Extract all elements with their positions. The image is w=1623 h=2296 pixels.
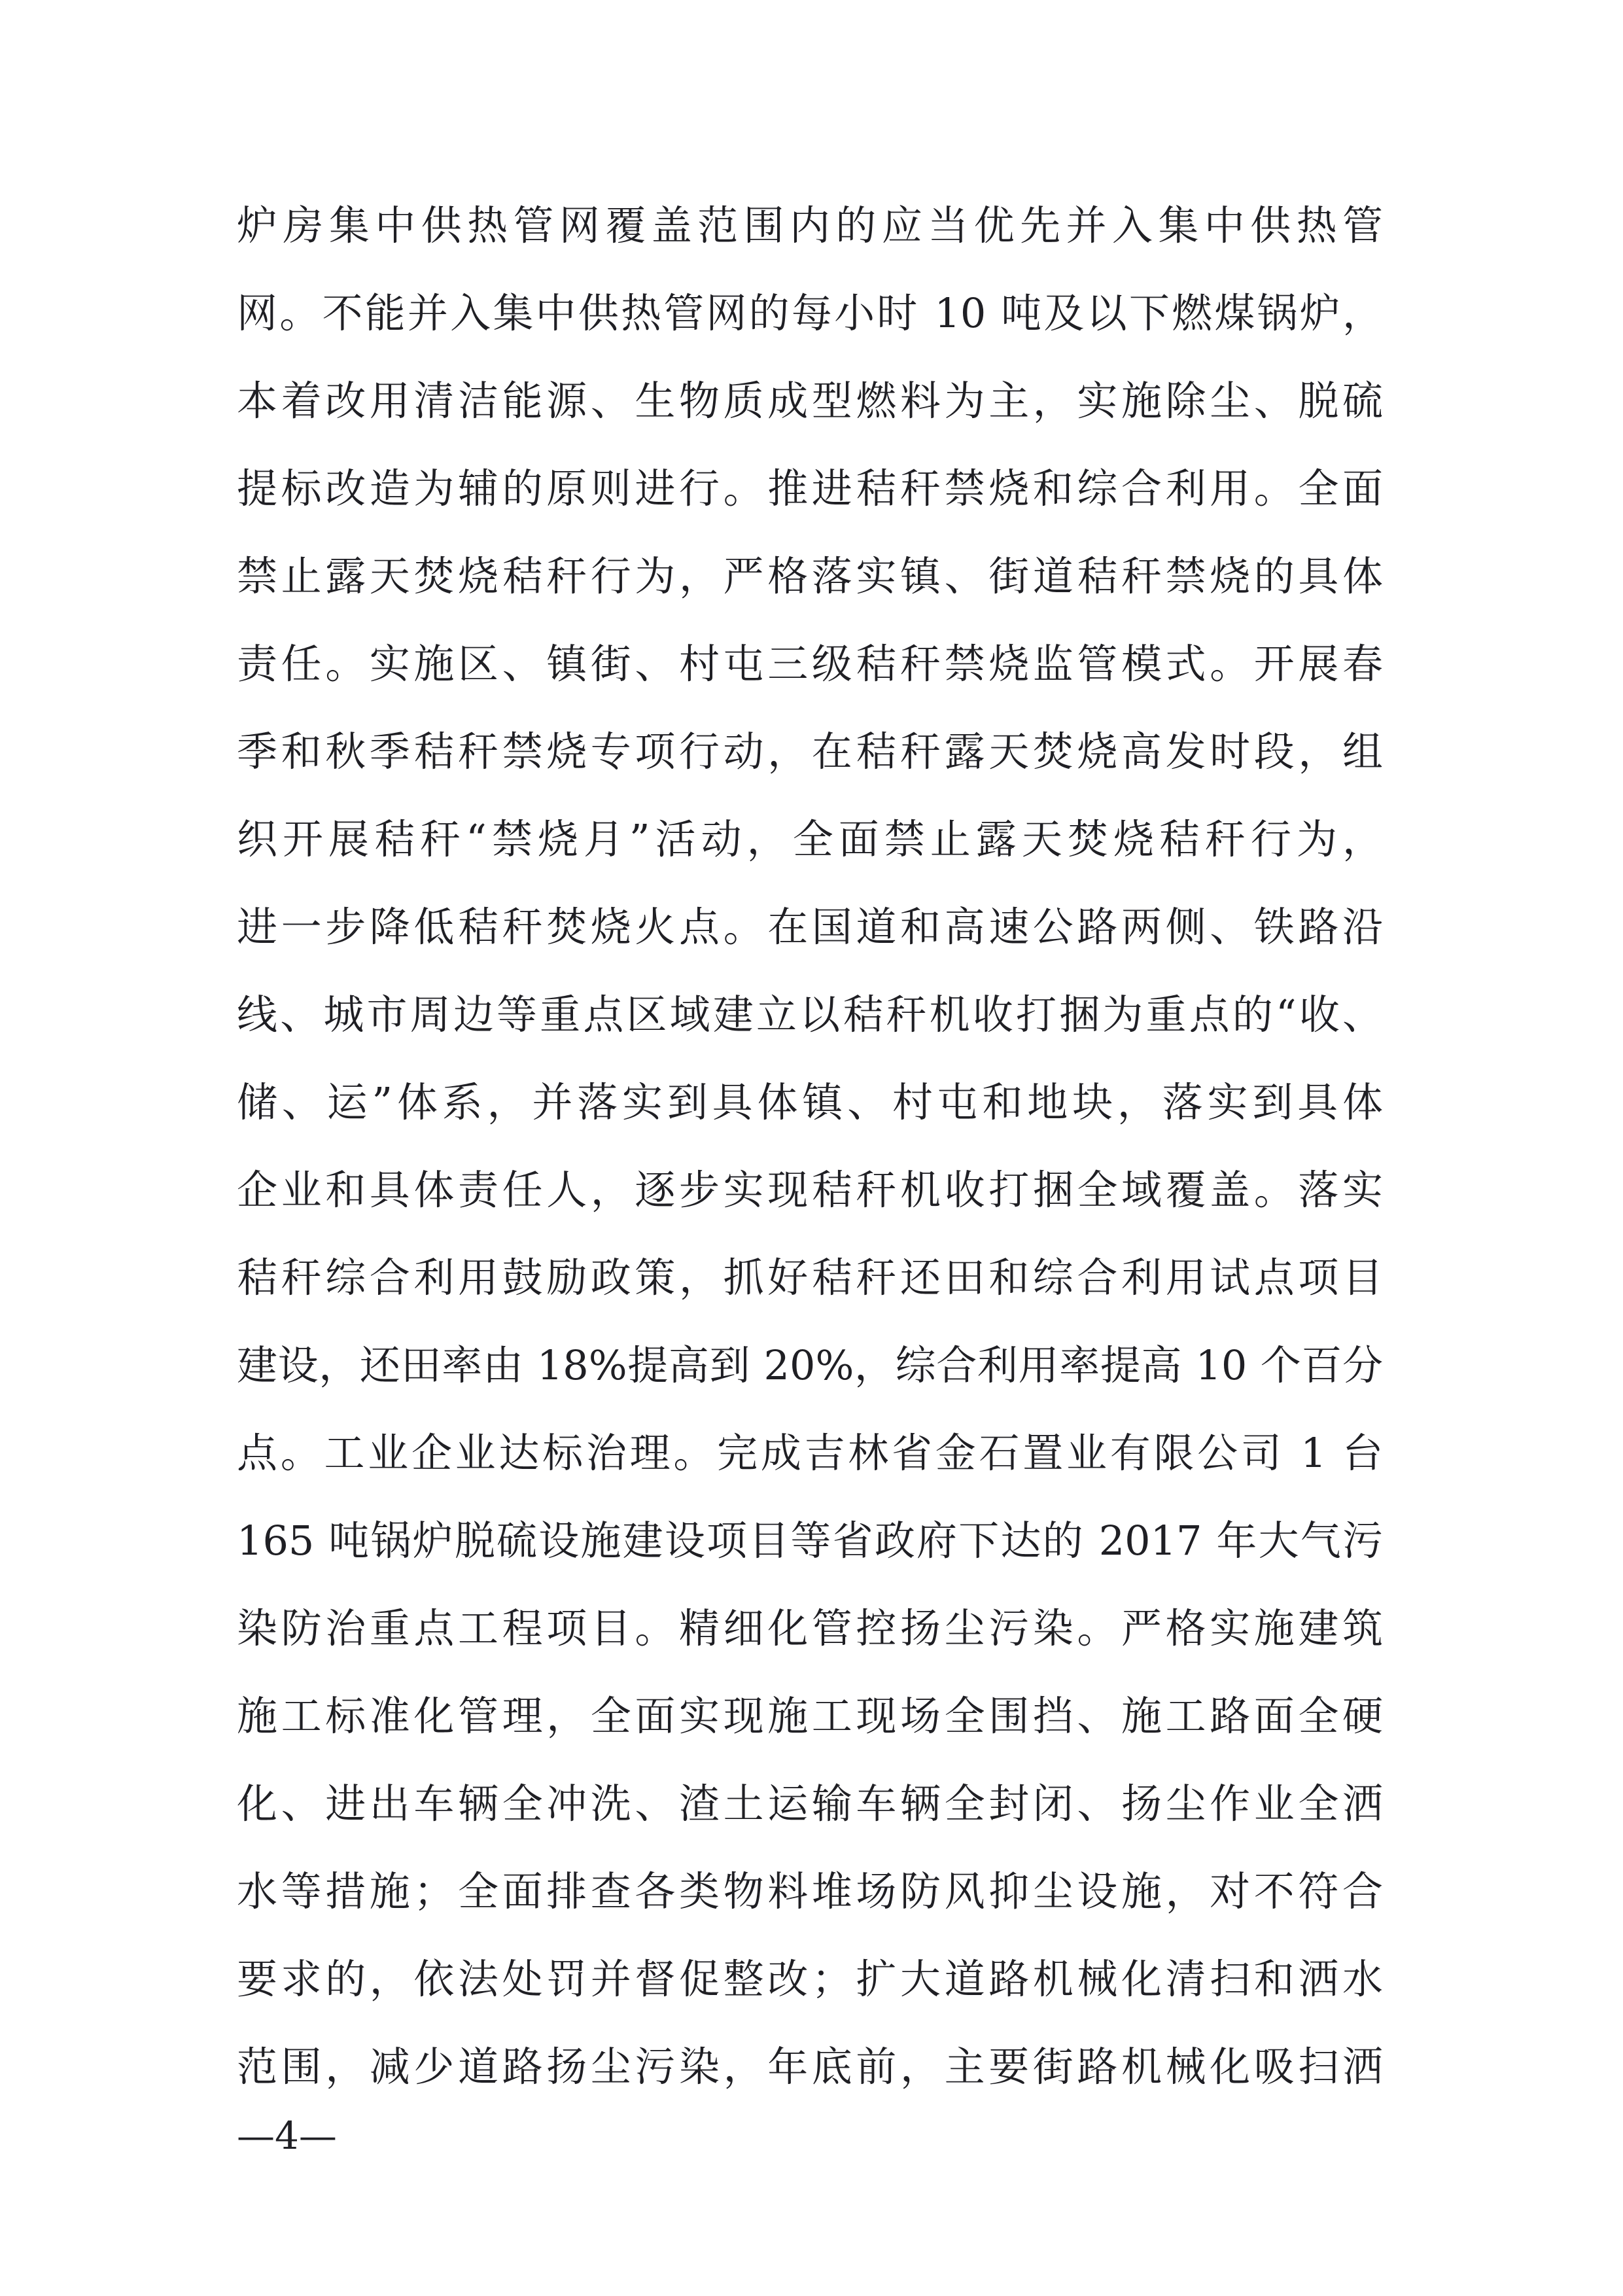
text-line: 点。工业企业达标治理。完成吉林省金石置业有限公司 1 台	[237, 1429, 1383, 1477]
text-line: 水等措施；全面排查各类物料堆场防风抑尘设施，对不符合	[237, 1867, 1383, 1915]
text-line: 禁止露天焚烧秸秆行为，严格落实镇、街道秸秆禁烧的具体	[237, 552, 1383, 600]
text-line: 织开展秸秆“禁烧月”活动，全面禁止露天焚烧秸秆行为，	[237, 815, 1383, 863]
text-line: 范围，减少道路扬尘污染，年底前，主要街路机械化吸扫洒	[237, 2043, 1383, 2091]
text-line: 化、进出车辆全冲洗、渣土运输车辆全封闭、扬尘作业全洒	[237, 1780, 1383, 1828]
text-line: 炉房集中供热管网覆盖范围内的应当优先并入集中供热管	[237, 202, 1383, 249]
text-line: 企业和具体责任人，逐步实现秸秆机收打捆全域覆盖。落实	[237, 1166, 1383, 1214]
text-line: 提标改造为辅的原则进行。推进秸秆禁烧和综合利用。全面	[237, 465, 1383, 512]
text-line: 要求的，依法处罚并督促整改；扩大道路机械化清扫和洒水	[237, 1955, 1383, 2003]
text-line: 网。不能并入集中供热管网的每小时 10 吨及以下燃煤锅炉，	[237, 289, 1383, 337]
text-line: 进一步降低秸秆焚烧火点。在国道和高速公路两侧、铁路沿	[237, 903, 1383, 951]
text-line: 季和秋季秸秆禁烧专项行动，在秸秆露天焚烧高发时段，组	[237, 728, 1383, 775]
text-line: 本着改用清洁能源、生物质成型燃料为主，实施除尘、脱硫	[237, 377, 1383, 425]
text-line: 储、运”体系，并落实到具体镇、村屯和地块，落实到具体	[237, 1078, 1383, 1126]
text-line: 线、城市周边等重点区域建立以秸秆机收打捆为重点的“收、	[237, 991, 1383, 1038]
text-line: 165 吨锅炉脱硫设施建设项目等省政府下达的 2017 年大气污	[237, 1517, 1383, 1564]
page-number: —4—	[237, 2113, 337, 2158]
text-line: 责任。实施区、镇街、村屯三级秸秆禁烧监管模式。开展春	[237, 640, 1383, 688]
text-line: 建设，还田率由 18%提高到 20%，综合利用率提高 10 个百分	[237, 1341, 1383, 1389]
text-line: 秸秆综合利用鼓励政策，抓好秸秆还田和综合利用试点项目	[237, 1254, 1383, 1301]
body-text	[237, 182, 1383, 2111]
text-line: 施工标准化管理，全面实现施工现场全围挡、施工路面全硬	[237, 1692, 1383, 1740]
text-line: 染防治重点工程项目。精细化管控扬尘污染。严格实施建筑	[237, 1604, 1383, 1652]
